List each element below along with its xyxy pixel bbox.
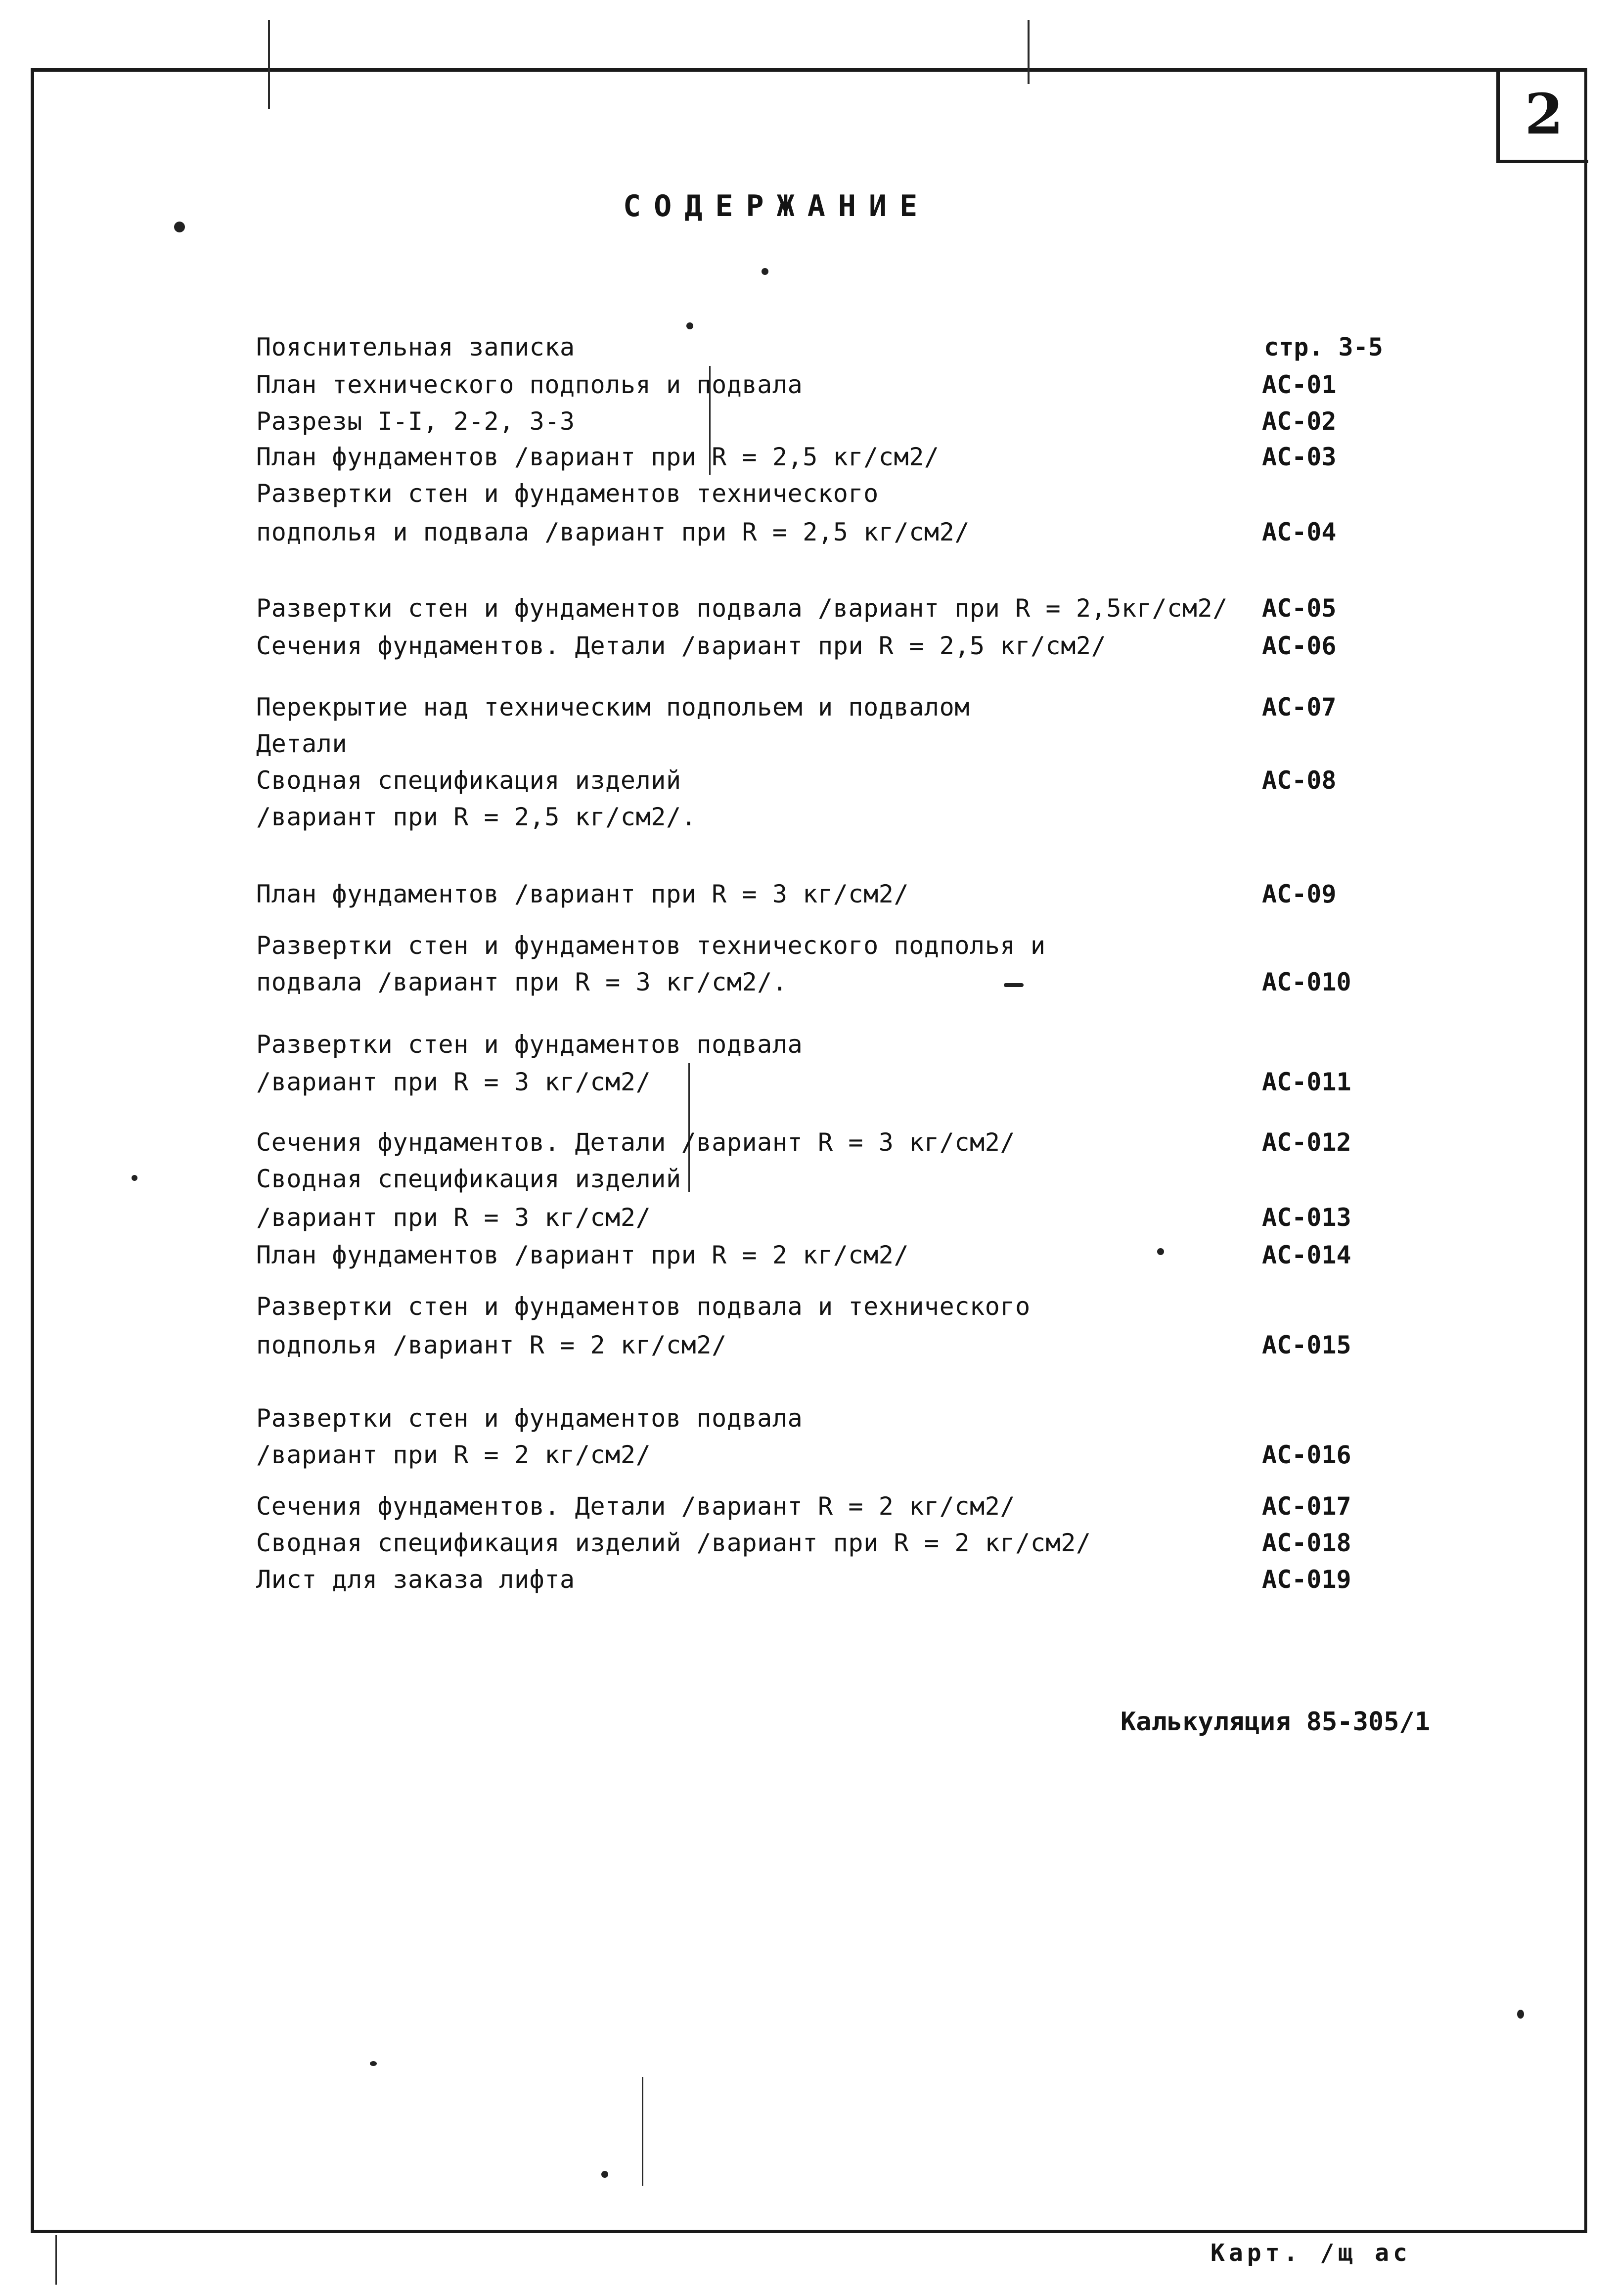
toc-entry-text: /вариант при R = 2 кг/см2/ [256,1441,651,1469]
scan-speck [370,2061,377,2066]
sheet-number: 2 [1496,69,1588,163]
toc-entry-code: АС-011 [1262,1068,1351,1096]
toc-entry-text: подполья /вариант R = 2 кг/см2/ [256,1331,727,1359]
toc-row [0,692,1615,732]
toc-row [0,931,1615,970]
scan-speck [1517,2010,1524,2019]
toc-entry-code: АС-014 [1262,1241,1351,1269]
scan-speck [686,322,693,329]
toc-row [0,1240,1615,1280]
toc-entry-code: АС-09 [1262,880,1337,908]
toc-entry-text: Развертки стен и фундаментов технического [256,479,879,508]
scan-speck [762,268,768,275]
toc-row [0,1491,1615,1531]
toc-entry-code: АС-019 [1262,1565,1351,1594]
toc-entry-text: подполья и подвала /вариант при R = 2,5 кг/см2/ [256,518,970,546]
toc-entry-text: Сводная спецификация изделий [256,1165,681,1193]
toc-row [0,1403,1615,1443]
toc-entry-text: /вариант при R = 3 кг/см2/ [256,1203,651,1232]
toc-entry-text: Лист для заказа лифта [256,1565,575,1594]
toc-entry-text: Разрезы I-I, 2-2, 3-3 [256,407,575,436]
toc-entry-text: План технического подполья и подвала [256,370,803,399]
toc-entry-code: АС-018 [1262,1529,1351,1557]
toc-entry-code: АС-012 [1262,1128,1351,1157]
toc-entry-text: Сечения фундаментов. Детали /вариант R = 3 кг/см2/ [256,1128,1016,1157]
toc-row [0,370,1615,409]
toc-row [0,1030,1615,1069]
toc-entry-text: Сводная спецификация изделий /вариант при R = 2 кг/см2/ [256,1529,1091,1557]
toc-entry-text: Сечения фундаментов. Детали /вариант при R = 2,5 кг/см2/ [256,631,1107,660]
toc-entry-code: АС-017 [1262,1492,1351,1521]
toc-entry-text: /вариант при R = 3 кг/см2/ [256,1068,651,1096]
toc-row [0,1292,1615,1331]
toc-entry-code: АС-013 [1262,1203,1351,1232]
toc-entry-code: АС-05 [1262,594,1337,623]
toc-entry-code: АС-01 [1262,370,1337,399]
toc-row [0,1528,1615,1568]
toc-entry-code: АС-08 [1262,766,1337,795]
footer-note: Карт. /щ ас [1211,2239,1411,2267]
toc-row [0,967,1615,1007]
scan-mark [55,2235,57,2285]
toc-row [0,879,1615,919]
toc-row [0,765,1615,805]
toc-row [0,1440,1615,1480]
toc-row [0,442,1615,482]
scan-speck [174,222,185,232]
toc-entry-code: АС-07 [1262,693,1337,721]
toc-entry-text: Сечения фундаментов. Детали /вариант R = 2 кг/см2/ [256,1492,1016,1521]
toc-row [0,332,1615,372]
toc-entry-code: АС-016 [1262,1441,1351,1469]
toc-entry-text: Развертки стен и фундаментов подвала [256,1404,803,1433]
toc-row [0,1565,1615,1604]
toc-entry-text: Детали [256,729,348,758]
toc-entry-code: АС-06 [1262,631,1337,660]
toc-entry-code: стр. 3-5 [1264,333,1383,361]
toc-row [0,593,1615,633]
toc-entry-code: АС-015 [1262,1331,1351,1359]
toc-row [0,1067,1615,1107]
scan-speck [601,2171,608,2178]
toc-entry-text: Развертки стен и фундаментов подвала и технического [256,1292,1031,1321]
calculation-reference: Калькуляция 85-305/1 [1121,1707,1431,1737]
toc-entry-text: План фундаментов /вариант при R = 3 кг/см2/ [256,880,909,908]
toc-row [0,406,1615,446]
toc-row [0,1330,1615,1370]
page-title: СОДЕРЖАНИЕ [623,189,931,224]
toc-row [0,729,1615,768]
toc-entry-text: Сводная спецификация изделий [256,766,681,795]
toc-entry-text: Перекрытие над техническим подпольем и подвалом [256,693,970,721]
toc-entry-text: План фундаментов /вариант при R = 2 кг/см2/ [256,1241,909,1269]
toc-entry-code: АС-010 [1262,968,1351,996]
toc-entry-text: Развертки стен и фундаментов подвала /вариант при R = 2,5кг/см2/ [256,594,1228,623]
scan-mark [268,20,270,109]
toc-row [0,631,1615,671]
toc-row [0,517,1615,557]
toc-row [0,1164,1615,1204]
scan-mark [1028,20,1030,84]
scan-mark [642,2077,643,2186]
toc-entry-text: План фундаментов /вариант при R = 2,5 кг/см2/ [256,443,940,471]
toc-row [0,1203,1615,1242]
toc-entry-code: АС-03 [1262,443,1337,471]
toc-entry-text: Развертки стен и фундаментов подвала [256,1030,803,1059]
toc-entry-text: /вариант при R = 2,5 кг/см2/. [256,803,697,831]
toc-entry-text: Развертки стен и фундаментов технического подполья и [256,931,1046,960]
toc-row [0,1127,1615,1167]
toc-entry-text: Пояснительная записка [256,333,575,361]
toc-entry-code: АС-04 [1262,518,1337,546]
toc-entry-text: подвала /вариант при R = 3 кг/см2/. [256,968,788,996]
toc-entry-code: АС-02 [1262,407,1337,436]
toc-row [0,479,1615,518]
toc-row [0,802,1615,842]
